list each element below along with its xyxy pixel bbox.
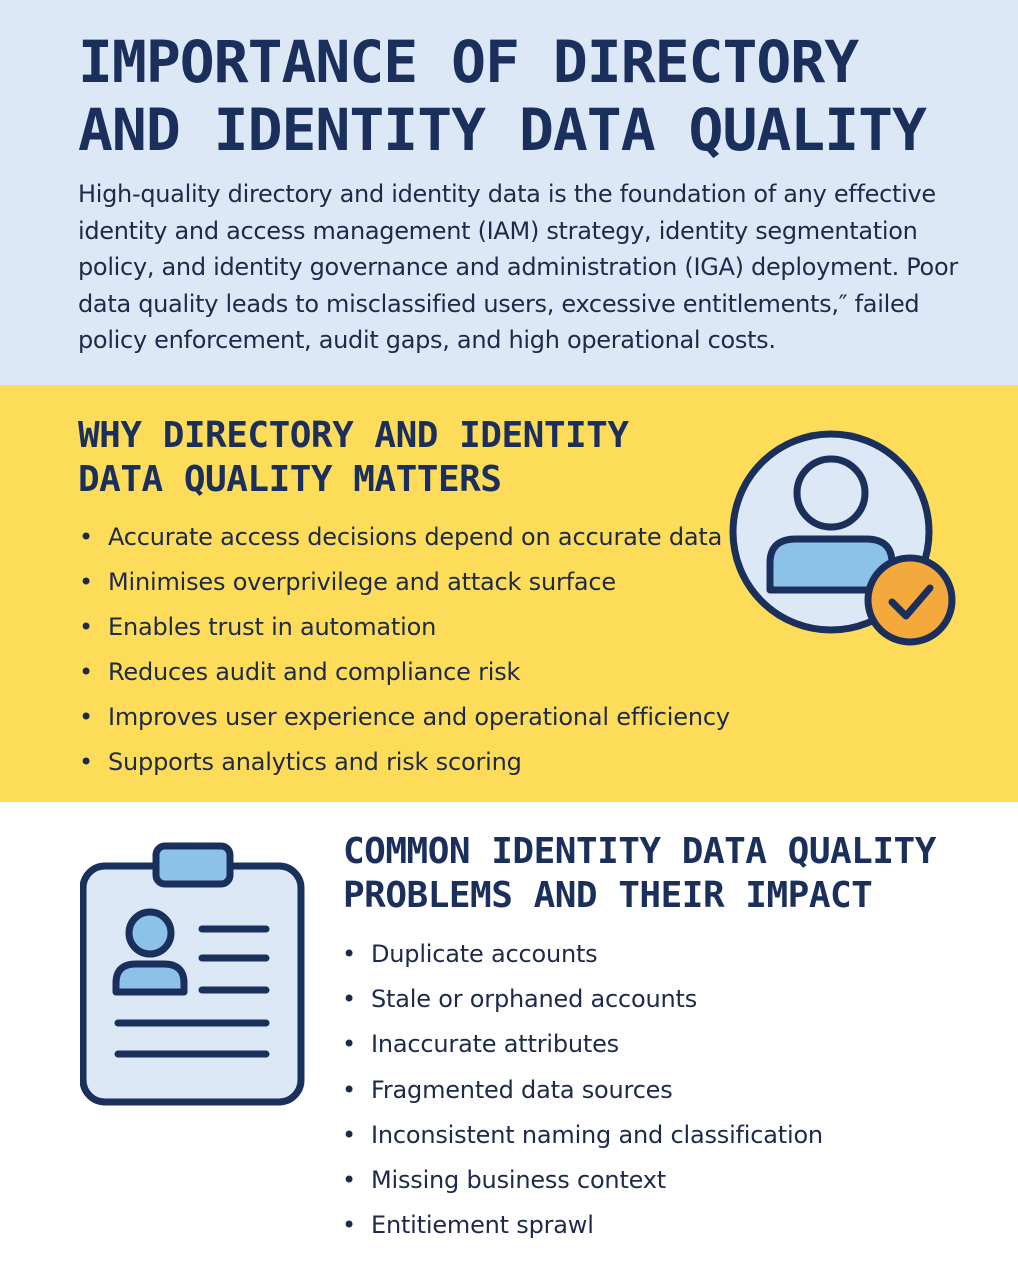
list-item: • Reduces audit and compliance risk (79, 658, 521, 686)
list-item: • Inconsistent naming and classification (342, 1120, 823, 1149)
why-list (78, 519, 730, 789)
list-item-text: Accurate access decisions depend on accurate data (108, 523, 723, 551)
list-item-text: Reduces audit and compliance risk (108, 658, 521, 686)
list-item: • Enables trust in automation (79, 613, 437, 641)
list-item: • Supports analytics and risk scoring (79, 748, 522, 776)
list-item: • Entitiement sprawl (342, 1211, 594, 1240)
list-item: • Stale or orphaned accounts (342, 985, 698, 1014)
intro-paragraph: High-quality directory and identity data is the foundation of any effective identity and access management (IAM) strategy, identity segmentation policy, and identity governance and administration (IGA) deployment. Poor data quality leads to misclassified users, excessive entitlements,″ failed policy enforcement, audit gaps, and high operational costs. (78, 180, 958, 354)
list-item-text: Stale or orphaned accounts (371, 985, 698, 1014)
list-item: • Minimises overprivilege and attack surface (79, 568, 616, 596)
list-item-text: Inaccurate attributes (371, 1030, 619, 1059)
common-list (341, 936, 823, 1252)
list-item-text: Missing business context (371, 1165, 667, 1194)
list-item-text: Duplicate accounts (371, 940, 598, 968)
list-item: • Duplicate accounts (342, 940, 598, 968)
list-item: • Inaccurate attributes (342, 1030, 619, 1059)
list-item-text: Fragmented data sources (371, 1075, 673, 1104)
list-item: • Fragmented data sources (342, 1075, 673, 1104)
list-item-text: Enables trust in automation (108, 613, 437, 641)
list-item-text: Inconsistent naming and classification (371, 1120, 823, 1149)
id-card-icon (80, 840, 306, 1106)
list-item: • Improves user experience and operational efficiency (79, 703, 730, 731)
list-item-text: Entitiement sprawl (371, 1211, 594, 1240)
page-title: IMPORTANCE OF DIRECTORY AND IDENTITY DATA QUALITY (78, 28, 926, 164)
list-item: • Missing business context (342, 1165, 667, 1194)
why-heading: WHY DIRECTORY AND IDENTITY DATA QUALITY MATTERS (78, 415, 629, 500)
list-item: • Accurate access decisions depend on accurate data (79, 523, 723, 551)
list-item-text: Minimises overprivilege and attack surface (108, 568, 616, 596)
common-heading: COMMON IDENTITY DATA QUALITY PROBLEMS AND THEIR IMPACT (343, 831, 936, 916)
list-item-text: Supports analytics and risk scoring (108, 748, 522, 776)
user-check-icon (722, 425, 962, 650)
list-item-text: Improves user experience and operational efficiency (108, 703, 730, 731)
